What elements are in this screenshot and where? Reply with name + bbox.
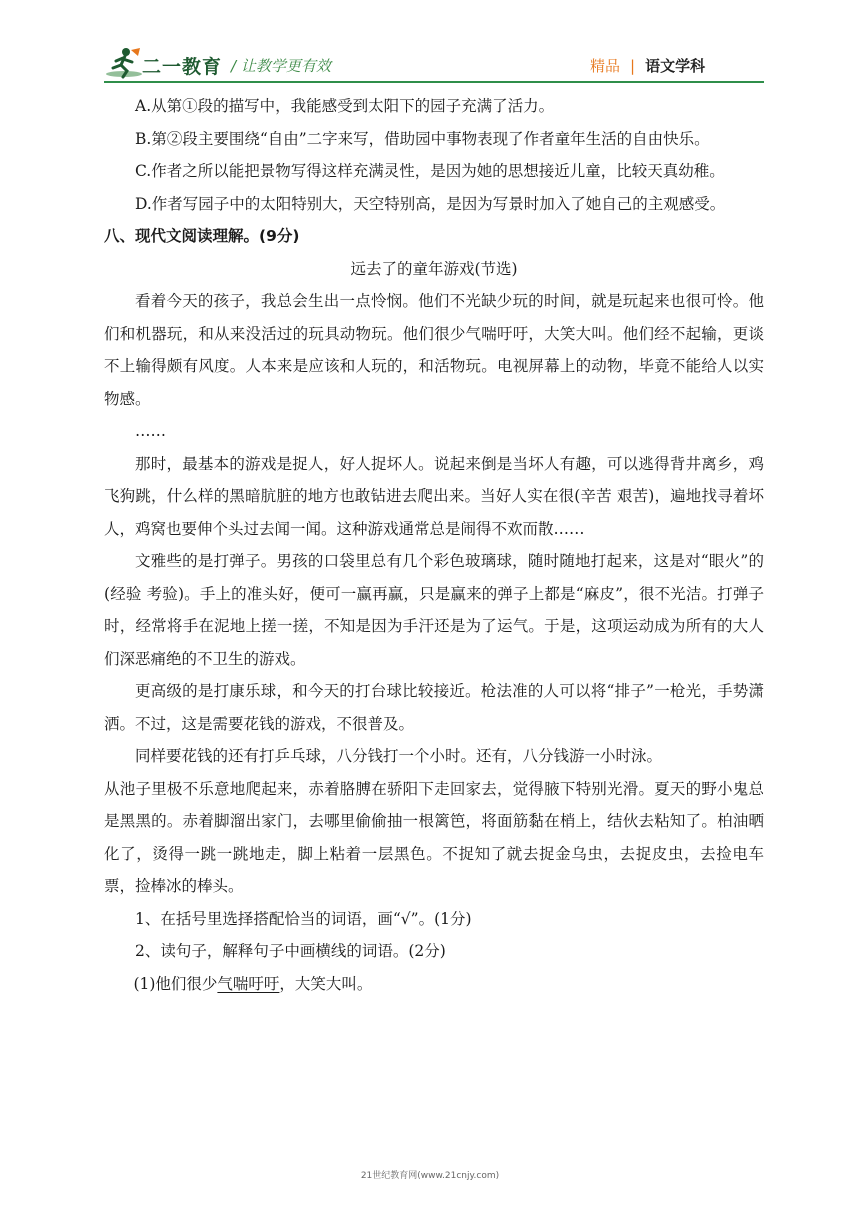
- document-body: [104, 90, 764, 1000]
- article-paragraph: 那时，最基本的游戏是捉人，好人捉坏人。说起来倒是当坏人有趣，可以逃得背井离乡，鸡飞狗跳，什么样的黑暗肮脏的地方也敢钻进去爬出来。当好人实在很(辛苦 艰苦)，遍地找寻着坏人，鸡窝也要伸个头过去闻一闻。这种游戏通常总是闹得不欢而散……: [104, 454, 764, 538]
- q2-1-prefix: (1)他们很少: [133, 974, 218, 993]
- question-1: 1、在括号里选择搭配恰当的词语，画“√”。(1分): [135, 909, 472, 928]
- section-heading: 八、现代文阅读理解。(9分): [104, 227, 300, 245]
- header-tag: [590, 55, 705, 76]
- option-b: B.第②段主要围绕“自由”二字来写，借助园中事物表现了作者童年生活的自由快乐。: [135, 129, 710, 148]
- article-paragraph: 看着今天的孩子，我总会生出一点怜悯。他们不光缺少玩的时间，就是玩起来也很可怜。他们和机器玩，和从来没活过的玩具动物玩。他们很少气喘吁吁，大笑大叫。他们经不起输，更谈不上输得颇有风度。人本来是应该和人玩的，和活物玩。电视屏幕上的动物，毕竟不能给人以实物感。: [104, 292, 764, 408]
- q2-1-suffix: ，大笑大叫。: [279, 974, 373, 993]
- article-paragraph: 从池子里极不乐意地爬起来，赤着胳膊在骄阳下走回家去，觉得腋下特别光滑。夏天的野小鬼总是黑黑的。赤着脚溜出家门，去哪里偷偷抽一根篱笆，将面筋黏在梢上，结伙去粘知了。柏油晒化了，烫得一跳一跳地走，脚上粘着一层黑色。不捉知了就去捉金乌虫，去捉皮虫，去捡电车票，捡棒冰的棒头。: [104, 779, 764, 895]
- question-2: 2、读句子，解释句子中画横线的词语。(2分): [135, 942, 446, 960]
- tag-divider: |: [630, 57, 636, 75]
- brand-name: 二一教育: [142, 56, 223, 78]
- option-c: C.作者之所以能把景物写得这样充满灵性，是因为她的思想接近儿童，比较天真幼稚。: [135, 162, 725, 180]
- tag-subject: 语文学科: [645, 57, 706, 75]
- option-d: D.作者写园子中的太阳特别大，天空特别高，是因为写景时加入了她自己的主观感受。: [135, 194, 726, 213]
- option-a: A.从第①段的描写中，我能感受到太阳下的园子充满了活力。: [135, 97, 555, 115]
- question-2-1: [104, 968, 764, 1001]
- article-paragraph: 同样要花钱的还有打乒乓球，八分钱打一个小时。还有，八分钱游一小时泳。: [135, 747, 663, 765]
- brand-slogan: / 让教学更有效: [231, 57, 331, 75]
- underlined-word: 气喘吁吁: [217, 974, 280, 993]
- article-title: 远去了的童年游戏(节选): [350, 259, 518, 278]
- tag-premium: 精品: [590, 57, 621, 75]
- article-ellipsis: ……: [135, 422, 166, 440]
- page-header: [0, 0, 860, 90]
- page-footer: 21世纪教育网(www.21cnjy.com): [360, 1171, 500, 1181]
- article-paragraph: 更高级的是打康乐球，和今天的打台球比较接近。枪法准的人可以将“排子”一枪光，手势潇洒。不过，这是需要花钱的游戏，不很普及。: [104, 682, 764, 733]
- article-paragraph: 文雅些的是打弹子。男孩的口袋里总有几个彩色玻璃球，随时随地打起来，这是对“眼火”的(经验 考验)。手上的准头好，便可一赢再赢，只是赢来的弹子上都是“麻皮”，很不光洁。打弹子时，经常将手在泥地上搓一搓，不知是因为手汗还是为了运气。于是，这项运动成为所有的大人们深恶痛绝的不卫生的游戏。: [104, 552, 764, 668]
- header-rule: [104, 81, 764, 83]
